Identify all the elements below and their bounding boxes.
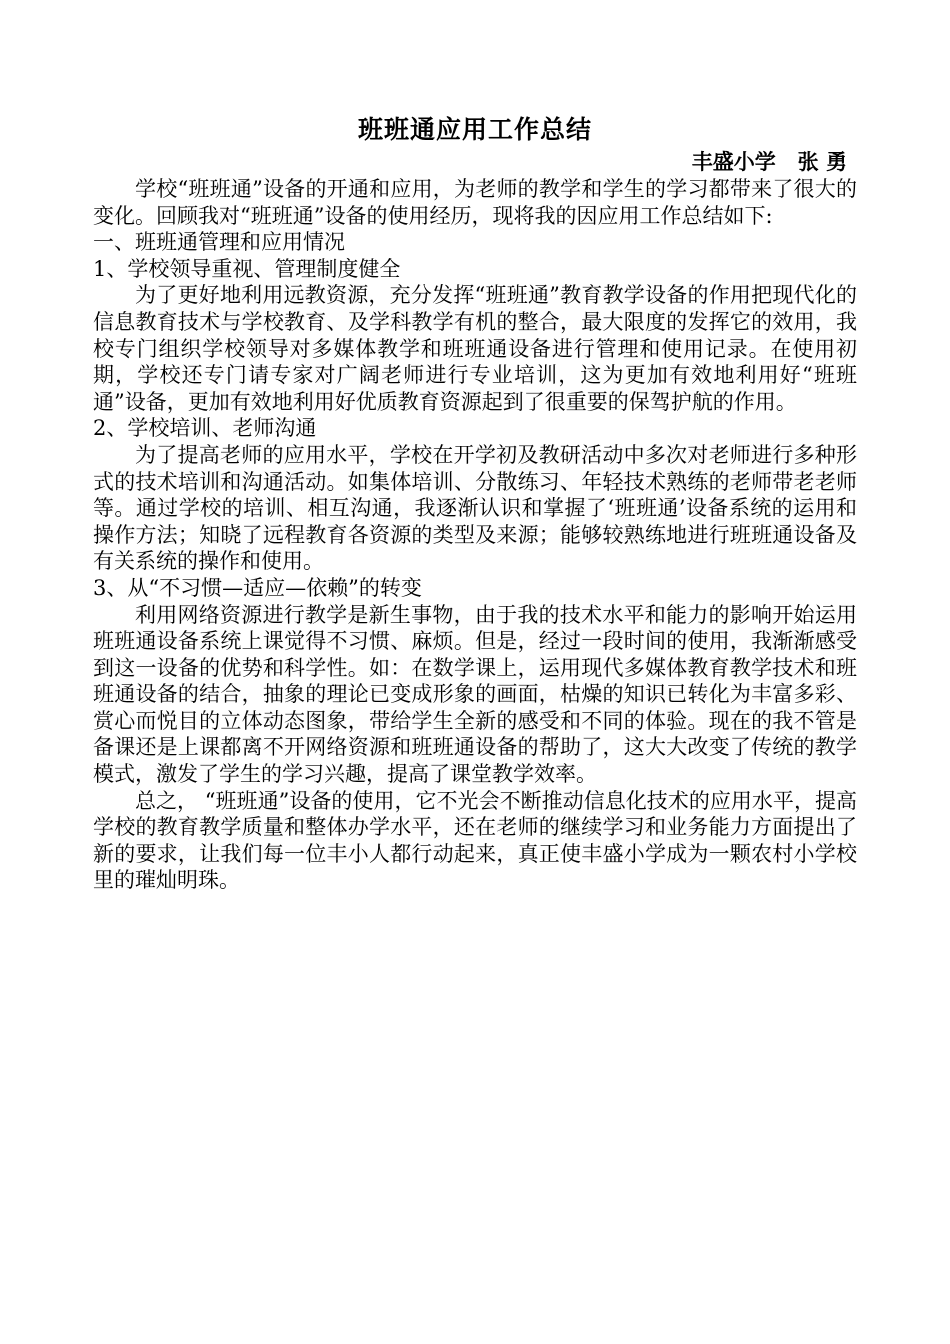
section-heading-1: 一、班班通管理和应用情况 — [93, 230, 345, 255]
document-body — [93, 176, 857, 894]
paragraph-leadership: 为了更好地利用远教资源，充分发挥“班班通”教育教学设备的作用把现代化的信息教育技术与学校教育、及学科教学有机的整合，最大限度的发挥它的效用，我校专门组织学校领导对多媒体教学和班班通设备进行管理和使用记录。在使用初期，学校还专门请专家对广阔老师进行专业培训，这为更加有效地利用好“班班通”设备，更加有效地利用好优质教育资源起到了很重要的保驾护航的作用。 — [93, 283, 857, 414]
document-title: 班班通应用工作总结 — [357, 115, 592, 144]
paragraph-training: 为了提高老师的应用水平，学校在开学初及教研活动中多次对老师进行多种形式的技术培训和沟通活动。如集体培训、分散练习、年轻技术熟练的老师带老老师等。通过学校的培训、相互沟通，我逐渐认识和掌握了‘班班通’设备系统的运用和操作方法；知晓了远程教育各资源的类型及来源；能够较熟练地进行班班通设备及有关系统的操作和使用。 — [93, 442, 857, 574]
subsection-heading-2: 2、学校培训、老师沟通 — [93, 416, 317, 441]
subsection-heading-1: 1、学校领导重视、管理制度健全 — [93, 256, 401, 281]
subsection-heading-3: 3、从“不习惯—适应—依赖”的转变 — [93, 575, 422, 600]
author-line: 丰盛小学 张 勇 — [691, 150, 847, 174]
document-page — [93, 112, 857, 894]
paragraph-conclusion: 总之， “班班通”设备的使用，它不光会不断推动信息化技术的应用水平，提高学校的教育教学质量和整体办学水平，还在老师的继续学习和业务能力方面提出了新的要求，让我们每一位丰小人都行动起来，真正使丰盛小学成为一颗农村小学校里的璀灿明珠。 — [93, 788, 857, 893]
paragraph-transition: 利用网络资源进行教学是新生事物，由于我的技术水平和能力的影响开始运用班班通设备系统上课觉得不习惯、麻烦。但是，经过一段时间的使用，我渐渐感受到这一设备的优势和科学性。如：在数学课上，运用现代多媒体教育教学技术和班班通设备的结合，抽象的理论已变成形象的画面，枯燥的知识已转化为丰富多彩、赏心而悦目的立体动态图象，带给学生全新的感受和不同的体验。现在的我不管是备课还是上课都离不开网络资源和班班通设备的帮助了，这大大改变了传统的教学模式，激发了学生的学习兴趣，提高了课堂教学效率。 — [93, 602, 857, 787]
intro-paragraph: 学校“班班通”设备的开通和应用，为老师的教学和学生的学习都带来了很大的变化。回顾我对“班班通”设备的使用经历，现将我的因应用工作总结如下: — [93, 177, 857, 228]
